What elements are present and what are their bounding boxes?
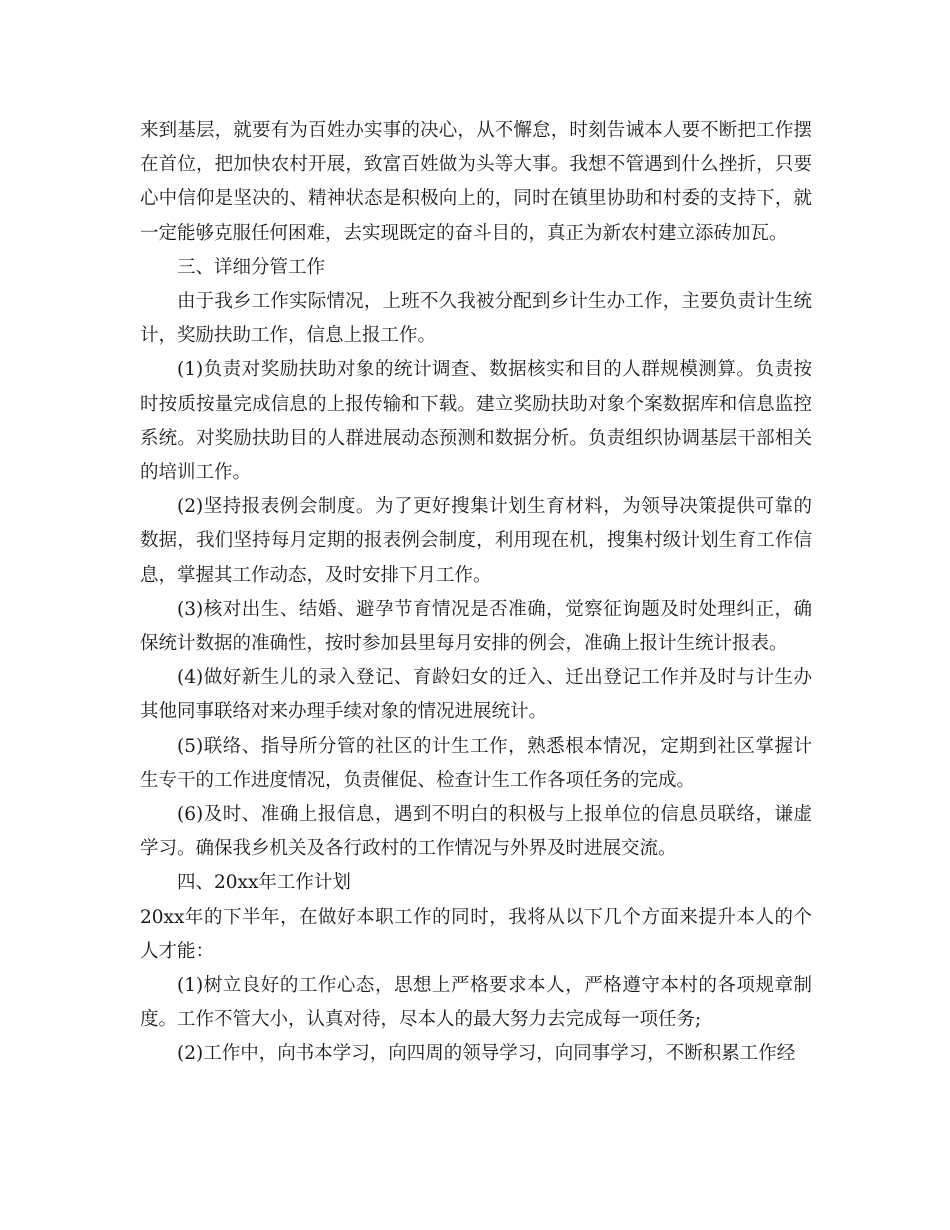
- list-item-5: (5)联络、指导所分管的社区的计生工作，熟悉根本情况，定期到社区掌握计生专干的工作进度情况，负责催促、检查计生工作各项任务的完成。: [140, 735, 812, 791]
- document-body: [140, 114, 812, 1072]
- plan-item-2: (2)工作中，向书本学习，向四周的领导学习，向同事学习，不断积累工作经: [177, 1043, 796, 1065]
- list-item-6: (6)及时、准确上报信息，遇到不明白的积极与上报单位的信息员联络，谦虚学习。确保我乡机关及各行政村的工作情况与外界及时进展交流。: [140, 804, 812, 860]
- plan-item-1: (1)树立良好的工作心态，思想上严格要求本人，严格遵守本村的各项规章制度。工作不管大小，认真对待，尽本人的最大努力去完成每一项任务;: [140, 975, 812, 1031]
- list-item-4: (4)做好新生儿的录入登记、育龄妇女的迁入、迁出登记工作并及时与计生办其他同事联络对来办理手续对象的情况进展统计。: [140, 667, 812, 723]
- section-heading-3: 三、详细分管工作: [177, 256, 326, 278]
- list-item-1: (1)负责对奖励扶助对象的统计调查、数据核实和目的人群规模测算。负责按时按质按量完成信息的上报传输和下载。建立奖励扶助对象个案数据库和信息监控系统。对奖励扶助目的人群进展动态预测和数据分析。负责组织协调基层干部相关的培训工作。: [140, 359, 812, 484]
- paragraph-2: 由于我乡工作实际情况，上班不久我被分配到乡计生办工作，主要负责计生统计，奖励扶助工作，信息上报工作。: [140, 291, 812, 347]
- list-item-3: (3)核对出生、结婚、避孕节育情况是否准确，觉察征询题及时处理纠正，确保统计数据的准确性，按时参加县里每月安排的例会，准确上报计生统计报表。: [140, 598, 812, 655]
- list-item-2: (2)坚持报表例会制度。为了更好搜集计划生育材料，为领导决策提供可靠的数据，我们坚持每月定期的报表例会制度，利用现在机，搜集村级计划生育工作信息，掌握其工作动态，及时安排下月工作。: [140, 496, 812, 586]
- paragraph-3: 20xx年的下半年，在做好本职工作的同时，我将从以下几个方面来提升本人的个人才能：: [140, 906, 812, 962]
- paragraph-1: 来到基层，就要有为百姓办实事的决心，从不懈怠，时刻告诫本人要不断把工作摆在首位，把加快农村开展，致富百姓做为头等大事。我想不管遇到什么挫折，只要心中信仰是坚决的、精神状态是积极向上的，同时在镇里协助和村委的支持下，就一定能够克服任何困难，去实现既定的奋斗目的，真正为新农村建立添砖加瓦。: [140, 120, 812, 244]
- section-heading-4: 四、20xx年工作计划: [177, 872, 351, 894]
